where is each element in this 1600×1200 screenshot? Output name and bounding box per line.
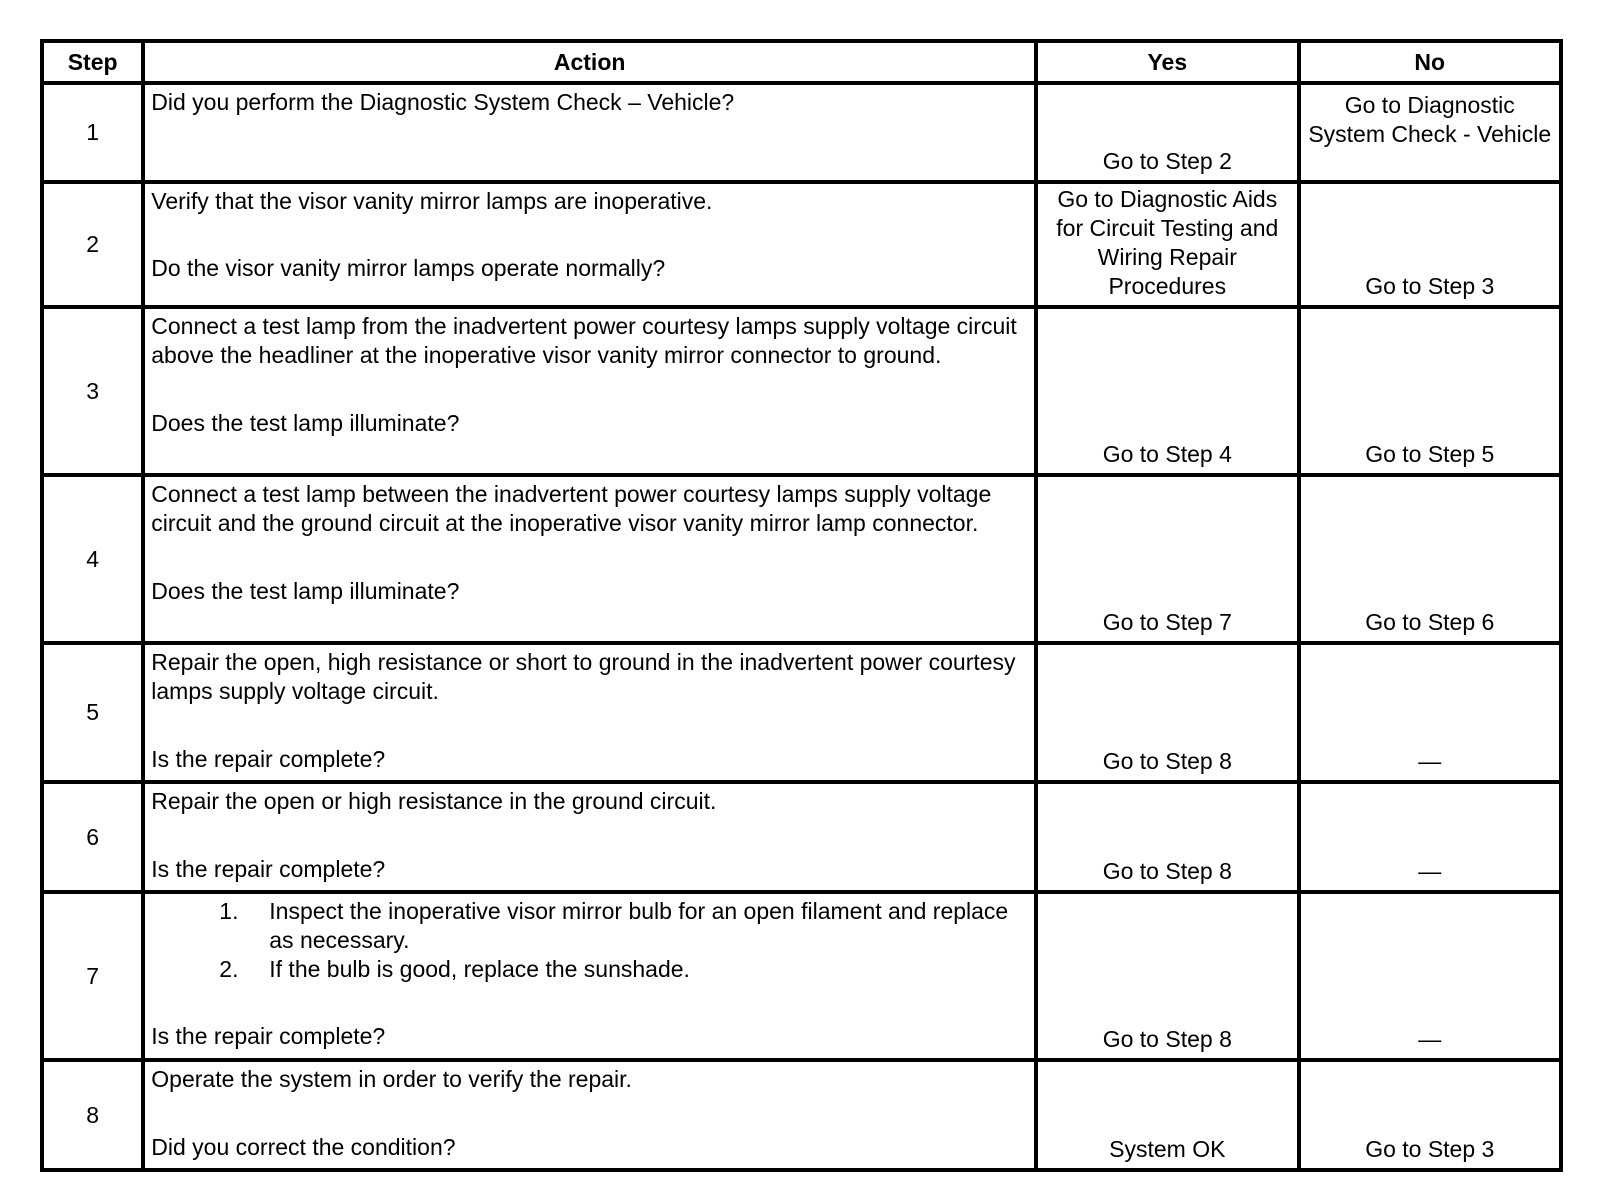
header-row [42,41,1561,83]
table-row [42,307,1561,475]
table-row [42,1060,1561,1170]
header-no: No [1299,41,1561,83]
action-question: Is the repair complete? [151,746,386,772]
no-result [1299,83,1561,182]
action-instruction: Verify that the visor vanity mirror lamps are inoperative. [151,188,713,214]
action-cell [143,83,1036,182]
no-result: Go to Step 6 [1299,475,1561,643]
step-number: 7 [42,892,143,1060]
action-instruction: Connect a test lamp between the inadvertent power courtesy lamps supply voltage circuit and the ground circuit at the inoperative visor vanity mirror lamp connector. [151,481,992,536]
header-yes: Yes [1036,41,1298,83]
table-row [42,182,1561,307]
step-number: 6 [42,782,143,892]
no-result: Go to Step 3 [1299,1060,1561,1170]
yes-result: Go to Step 4 [1036,307,1298,475]
table-row [42,83,1561,182]
substep-item: 1. Inspect the inoperative visor mirror bulb for an open filament and replace as necessary. [251,897,1026,955]
action-question: Does the test lamp illuminate? [151,410,460,436]
action-cell [143,1060,1036,1170]
step-number: 3 [42,307,143,475]
no-result: Go to Step 3 [1299,182,1561,307]
yes-result-text: Go to Diagnostic Aids for Circuit Testing and Wiring Repair Procedures [1056,186,1279,299]
no-result: Go to Step 5 [1299,307,1561,475]
step-number: 2 [42,182,143,307]
action-cell [143,643,1036,782]
action-instruction: Connect a test lamp from the inadvertent power courtesy lamps supply voltage circuit above the headliner at the inoperative visor vanity mirror connector to ground. [151,313,1017,368]
action-cell [143,782,1036,892]
action-instruction: Repair the open or high resistance in the ground circuit. [151,788,717,814]
table-row [42,892,1561,1060]
yes-result: Go to Step 8 [1036,643,1298,782]
yes-result [1036,182,1298,307]
table-row [42,782,1561,892]
step-number: 5 [42,643,143,782]
action-question: Is the repair complete? [151,856,386,882]
action-cell [143,892,1036,1060]
action-instruction: Did you perform the Diagnostic System Check – Vehicle? [151,89,735,115]
header-action: Action [143,41,1036,83]
no-result: — [1299,892,1561,1060]
action-cell [143,182,1036,307]
step-number: 4 [42,475,143,643]
header-step: Step [42,41,143,83]
action-cell [143,475,1036,643]
action-question: Is the repair complete? [151,1023,386,1049]
table-row [42,475,1561,643]
no-result-text: Go to Diagnostic System Check - Vehicle [1308,92,1552,147]
substep-item: 2. If the bulb is good, replace the sunshade. [251,955,1026,984]
action-instruction: Operate the system in order to verify the repair. [151,1066,632,1092]
no-result: — [1299,782,1561,892]
no-result: — [1299,643,1561,782]
step-number: 1 [42,83,143,182]
action-question: Do the visor vanity mirror lamps operate normally? [151,255,666,281]
action-instruction: Repair the open, high resistance or short to ground in the inadvertent power courtesy lamps supply voltage circuit. [151,649,1016,704]
diagnostic-table [40,39,1563,1172]
yes-result: Go to Step 7 [1036,475,1298,643]
step-number: 8 [42,1060,143,1170]
yes-result: Go to Step 8 [1036,892,1298,1060]
table-row [42,643,1561,782]
action-question: Does the test lamp illuminate? [151,578,460,604]
substep-list [151,897,1026,984]
yes-result: System OK [1036,1060,1298,1170]
action-cell [143,307,1036,475]
yes-result: Go to Step 2 [1036,83,1298,182]
action-question: Did you correct the condition? [151,1134,456,1160]
yes-result: Go to Step 8 [1036,782,1298,892]
